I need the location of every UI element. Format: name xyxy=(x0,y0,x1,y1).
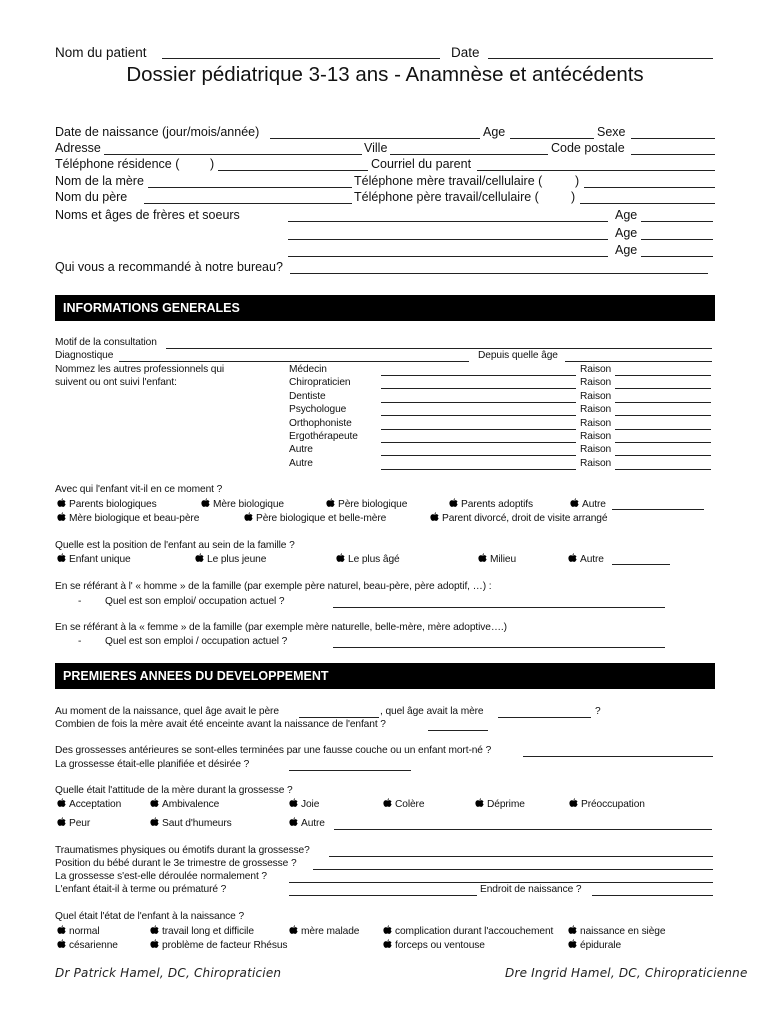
postal-label: Code postale xyxy=(551,141,625,155)
pregnancy-count-field[interactable] xyxy=(428,730,488,731)
reason-field-7[interactable] xyxy=(615,469,711,470)
woman-job-label: Quel est son emploi / occupation actuel ? xyxy=(105,636,288,647)
planned-field[interactable] xyxy=(289,770,411,771)
state1-option-2[interactable] xyxy=(289,925,359,937)
footer-signature-right: Dre Ingrid Hamel, DC, Chiropraticienne xyxy=(505,966,748,980)
position-option-label-1: Le plus jeune xyxy=(207,554,267,565)
professional-name-field-4[interactable] xyxy=(381,429,576,430)
since-label: Depuis quelle âge xyxy=(478,350,558,361)
apple-bullet-icon xyxy=(57,798,66,810)
address-field[interactable] xyxy=(104,154,362,155)
reason-label-3: Raison xyxy=(580,404,612,416)
patient-name-field[interactable] xyxy=(162,58,440,59)
position-other-field[interactable] xyxy=(612,564,670,565)
father-phone-label: Téléphone père travail/cellulaire ( xyxy=(354,190,539,204)
state2-option-2[interactable] xyxy=(383,939,485,951)
live1-option-4[interactable] xyxy=(570,498,606,510)
apple-bullet-icon xyxy=(383,925,392,937)
apple-bullet-icon xyxy=(150,925,159,937)
siblings-label: Noms et âges de frères et soeurs xyxy=(55,208,240,222)
email-label: Courriel du parent xyxy=(371,157,472,171)
live1-option-2[interactable] xyxy=(326,498,407,510)
attitude2-option-2[interactable] xyxy=(289,817,325,829)
state1-option-label-2: mère malade xyxy=(301,926,360,937)
attitude1-option-label-3: Colère xyxy=(395,799,425,810)
apple-bullet-icon xyxy=(326,498,335,510)
live2-option-label-1: Père biologique et belle-mère xyxy=(256,513,387,524)
father-phone-paren: ) xyxy=(571,190,576,204)
position-option-4[interactable] xyxy=(568,553,604,565)
reason-label-7: Raison xyxy=(580,457,612,469)
position-option-label-0: Enfant unique xyxy=(69,554,131,565)
live2-option-1[interactable] xyxy=(244,512,386,524)
attitude-other-field[interactable] xyxy=(334,829,712,830)
apple-bullet-icon xyxy=(57,817,66,829)
patient-name-label: Nom du patient xyxy=(55,45,147,60)
sibling-age-1[interactable] xyxy=(641,221,713,222)
position-option-label-2: Le plus âgé xyxy=(348,554,400,565)
footer-signature-left: Dr Patrick Hamel, DC, Chiropraticien xyxy=(55,966,282,980)
father-age-field[interactable] xyxy=(299,717,379,718)
apple-bullet-icon xyxy=(289,798,298,810)
apple-bullet-icon xyxy=(336,553,345,565)
position-option-1[interactable] xyxy=(195,553,266,565)
state2-option-0[interactable] xyxy=(57,939,118,951)
professional-label-7: Autre xyxy=(289,457,313,469)
attitude2-option-0[interactable] xyxy=(57,817,90,829)
live-question: Avec qui l'enfant vit-il en ce moment ? xyxy=(55,484,223,495)
professional-label-0: Médecin xyxy=(289,364,327,375)
sibling-age-label-1: Age xyxy=(615,208,638,222)
professional-name-field-1[interactable] xyxy=(381,388,576,389)
father-field[interactable] xyxy=(144,203,352,204)
age-label: Age xyxy=(483,125,506,139)
position-field[interactable] xyxy=(313,869,713,870)
professional-name-field-3[interactable] xyxy=(381,415,576,416)
prev-pregnancy-field[interactable] xyxy=(523,756,713,757)
state1-option-0[interactable] xyxy=(57,925,100,937)
live1-option-1[interactable] xyxy=(201,498,284,510)
date-label: Date xyxy=(451,45,480,60)
attitude1-option-2[interactable] xyxy=(289,798,319,810)
live2-option-2[interactable] xyxy=(430,512,607,524)
sibling-age-2[interactable] xyxy=(641,239,713,240)
birthplace-field[interactable] xyxy=(592,895,713,896)
phone-paren: ) xyxy=(210,157,215,171)
apple-bullet-icon xyxy=(57,939,66,951)
apple-bullet-icon xyxy=(57,498,66,510)
phone-label: Téléphone résidence ( xyxy=(55,157,180,171)
state2-option-label-0: césarienne xyxy=(69,940,118,951)
position-option-2[interactable] xyxy=(336,553,400,565)
attitude1-option-label-5: Préoccupation xyxy=(581,799,645,810)
attitude2-option-label-0: Peur xyxy=(69,818,91,829)
apple-bullet-icon xyxy=(568,939,577,951)
apple-bullet-icon xyxy=(383,939,392,951)
reason-field-6[interactable] xyxy=(615,455,711,456)
father-label: Nom du père xyxy=(55,190,128,204)
birthplace-label: Endroit de naissance ? xyxy=(480,884,582,895)
email-field[interactable] xyxy=(477,170,715,171)
reason-label-1: Raison xyxy=(580,377,612,389)
sibling-name-1[interactable] xyxy=(288,221,608,222)
live1-option-3[interactable] xyxy=(449,498,533,510)
attitude1-option-4[interactable] xyxy=(475,798,525,810)
woman-job-field[interactable] xyxy=(333,647,665,648)
man-question: En se référant à l' « homme » de la famille (par exemple père naturel, beau-père, père adoptif, …) : xyxy=(55,581,492,592)
apple-bullet-icon xyxy=(289,817,298,829)
professional-label-3: Psychologue xyxy=(289,404,347,416)
sex-label: Sexe xyxy=(597,125,626,139)
state1-option-label-1: travail long et difficile xyxy=(162,926,254,937)
father-phone-field[interactable] xyxy=(580,203,715,204)
postal-field[interactable] xyxy=(631,154,715,155)
attitude2-option-1[interactable] xyxy=(150,817,232,829)
sibling-age-3[interactable] xyxy=(641,256,713,257)
live2-option-0[interactable] xyxy=(57,512,199,524)
apple-bullet-icon xyxy=(289,925,298,937)
age-field[interactable] xyxy=(510,138,594,139)
attitude1-option-label-2: Joie xyxy=(301,799,320,810)
state2-option-1[interactable] xyxy=(150,939,287,951)
apple-bullet-icon xyxy=(430,512,439,524)
attitude1-option-label-1: Ambivalence xyxy=(162,799,220,810)
reason-field-2[interactable] xyxy=(615,402,711,403)
professional-name-field-5[interactable] xyxy=(381,442,576,443)
state1-option-3[interactable] xyxy=(383,925,553,937)
mother-age-field[interactable] xyxy=(498,717,591,718)
mother-phone-label: Téléphone mère travail/cellulaire ( xyxy=(354,174,543,188)
term-label: L'enfant était-il à terme ou prématuré ? xyxy=(55,884,227,895)
state2-option-3[interactable] xyxy=(568,939,621,951)
term-field[interactable] xyxy=(289,895,477,896)
state1-option-1[interactable] xyxy=(150,925,254,937)
section-general-header: INFORMATIONS GENERALES xyxy=(55,295,715,321)
birth-age-question: Au moment de la naissance, quel âge avait le père xyxy=(55,706,279,717)
referral-label: Qui vous a recommandé à notre bureau? xyxy=(55,260,283,274)
motif-label: Motif de la consultation xyxy=(55,337,157,348)
attitude-question: Quelle était l'attitude de la mère durant la grossesse ? xyxy=(55,785,293,796)
date-field[interactable] xyxy=(488,58,713,59)
address-label: Adresse xyxy=(55,141,101,155)
prof-question-1: Nommez les autres professionnels qui xyxy=(55,364,225,375)
reason-label-4: Raison xyxy=(580,417,612,429)
man-job-field[interactable] xyxy=(333,607,665,608)
attitude1-option-3[interactable] xyxy=(383,798,424,810)
prev-pregnancy-label: Des grossesses antérieures se sont-elles terminées par une fausse couche ou un enfant mort-né ? xyxy=(55,745,492,756)
live1-option-label-4: Autre xyxy=(582,499,606,510)
apple-bullet-icon xyxy=(570,498,579,510)
state1-option-label-3: complication durant l'accouchement xyxy=(395,926,554,937)
state1-option-4[interactable] xyxy=(568,925,665,937)
live1-option-label-3: Parents adoptifs xyxy=(461,499,534,510)
diag-field[interactable] xyxy=(119,361,469,362)
attitude1-option-label-4: Déprime xyxy=(487,799,525,810)
live2-option-label-0: Mère biologique et beau-père xyxy=(69,513,200,524)
man-dash: - xyxy=(78,596,82,607)
motif-field[interactable] xyxy=(166,348,712,349)
live1-option-label-2: Père biologique xyxy=(338,499,408,510)
woman-dash: - xyxy=(78,636,82,647)
apple-bullet-icon xyxy=(568,553,577,565)
reason-field-1[interactable] xyxy=(615,388,711,389)
birth-qmark: ? xyxy=(595,706,601,717)
dob-label: Date de naissance (jour/mois/année) xyxy=(55,125,260,139)
reason-field-3[interactable] xyxy=(615,415,711,416)
apple-bullet-icon xyxy=(478,553,487,565)
state1-option-label-4: naissance en siège xyxy=(580,926,666,937)
reason-label-6: Raison xyxy=(580,444,612,456)
professional-name-field-0[interactable] xyxy=(381,375,576,376)
reason-label-0: Raison xyxy=(580,364,612,375)
attitude1-option-label-0: Acceptation xyxy=(69,799,122,810)
professional-label-4: Orthophoniste xyxy=(289,417,352,429)
apple-bullet-icon xyxy=(383,798,392,810)
mother-label: Nom de la mère xyxy=(55,174,144,188)
pregnancy-count-label: Combien de fois la mère avait été enceinte avant la naissance de l'enfant ? xyxy=(55,719,386,730)
sibling-name-2[interactable] xyxy=(288,239,608,240)
apple-bullet-icon xyxy=(57,512,66,524)
apple-bullet-icon xyxy=(57,925,66,937)
live1-option-label-1: Mère biologique xyxy=(213,499,284,510)
state2-option-label-2: forceps ou ventouse xyxy=(395,940,485,951)
professional-label-2: Dentiste xyxy=(289,390,326,402)
mother-phone-paren: ) xyxy=(575,174,580,188)
attitude2-option-label-2: Autre xyxy=(301,818,325,829)
reason-label-5: Raison xyxy=(580,431,612,442)
reason-field-0[interactable] xyxy=(615,375,711,376)
apple-bullet-icon xyxy=(449,498,458,510)
reason-label-2: Raison xyxy=(580,390,612,402)
apple-bullet-icon xyxy=(195,553,204,565)
state2-option-label-3: épidurale xyxy=(580,940,622,951)
apple-bullet-icon xyxy=(568,925,577,937)
referral-field[interactable] xyxy=(290,273,708,274)
man-job-label: Quel est son emploi/ occupation actuel ? xyxy=(105,596,285,607)
since-field[interactable] xyxy=(565,361,712,362)
apple-bullet-icon xyxy=(150,939,159,951)
state-question: Quel était l'état de l'enfant à la naissance ? xyxy=(55,911,245,922)
apple-bullet-icon xyxy=(201,498,210,510)
trauma-field[interactable] xyxy=(329,856,713,857)
apple-bullet-icon xyxy=(150,798,159,810)
woman-question: En se référant à la « femme » de la famille (par exemple mère naturelle, belle-mère, mère adoptive….) xyxy=(55,622,507,633)
live1-option-label-0: Parents biologiques xyxy=(69,499,157,510)
professional-name-field-6[interactable] xyxy=(381,455,576,456)
reason-field-4[interactable] xyxy=(615,429,711,430)
state1-option-label-0: normal xyxy=(69,926,100,937)
live2-option-label-2: Parent divorcé, droit de visite arrangé xyxy=(442,513,608,524)
position-option-label-3: Milieu xyxy=(490,554,517,565)
position-option-3[interactable] xyxy=(478,553,516,565)
normal-field[interactable] xyxy=(289,882,713,883)
live1-other-field[interactable] xyxy=(612,509,704,510)
attitude1-option-0[interactable] xyxy=(57,798,121,810)
sibling-name-3[interactable] xyxy=(288,256,608,257)
prof-question-2: suivent ou ont suivi l'enfant: xyxy=(55,377,177,388)
professional-label-6: Autre xyxy=(289,444,313,456)
professional-label-5: Ergothérapeute xyxy=(289,431,358,442)
position-question: Quelle est la position de l'enfant au sein de la famille ? xyxy=(55,540,295,551)
phone-field[interactable] xyxy=(218,170,368,171)
mother-field[interactable] xyxy=(148,187,352,188)
mother-age-question: , quel âge avait la mère xyxy=(380,706,484,717)
apple-bullet-icon xyxy=(244,512,253,524)
sex-field[interactable] xyxy=(631,138,715,139)
apple-bullet-icon xyxy=(475,798,484,810)
city-label: Ville xyxy=(364,141,388,155)
planned-label: La grossesse était-elle planifiée et désirée ? xyxy=(55,759,250,770)
page-title: Dossier pédiatrique 3-13 ans - Anamnèse et antécédents xyxy=(126,63,644,86)
apple-bullet-icon xyxy=(150,817,159,829)
professional-label-1: Chiropraticien xyxy=(289,377,351,389)
position-label: Position du bébé durant le 3e trimestre de grossesse ? xyxy=(55,858,297,869)
trauma-label: Traumatismes physiques ou émotifs durant la grossesse? xyxy=(55,845,310,856)
section-development-header: PREMIERES ANNEES DU DEVELOPPEMENT xyxy=(55,663,715,689)
reason-field-5[interactable] xyxy=(615,442,711,443)
dob-field[interactable] xyxy=(270,138,480,139)
attitude2-option-label-1: Saut d'humeurs xyxy=(162,818,232,829)
professional-name-field-7[interactable] xyxy=(381,469,576,470)
position-option-label-4: Autre xyxy=(580,554,604,565)
city-field[interactable] xyxy=(390,154,548,155)
apple-bullet-icon xyxy=(569,798,578,810)
diag-label: Diagnostique xyxy=(55,350,114,361)
sibling-age-label-2: Age xyxy=(615,226,638,240)
attitude1-option-5[interactable] xyxy=(569,798,645,810)
live1-option-0[interactable] xyxy=(57,498,157,510)
apple-bullet-icon xyxy=(57,553,66,565)
normal-label: La grossesse s'est-elle déroulée normalement ? xyxy=(55,871,267,882)
mother-phone-field[interactable] xyxy=(584,187,715,188)
state2-option-label-1: problème de facteur Rhésus xyxy=(162,940,288,951)
sibling-age-label-3: Age xyxy=(615,243,638,257)
professional-name-field-2[interactable] xyxy=(381,402,576,403)
attitude1-option-1[interactable] xyxy=(150,798,219,810)
position-option-0[interactable] xyxy=(57,553,131,565)
